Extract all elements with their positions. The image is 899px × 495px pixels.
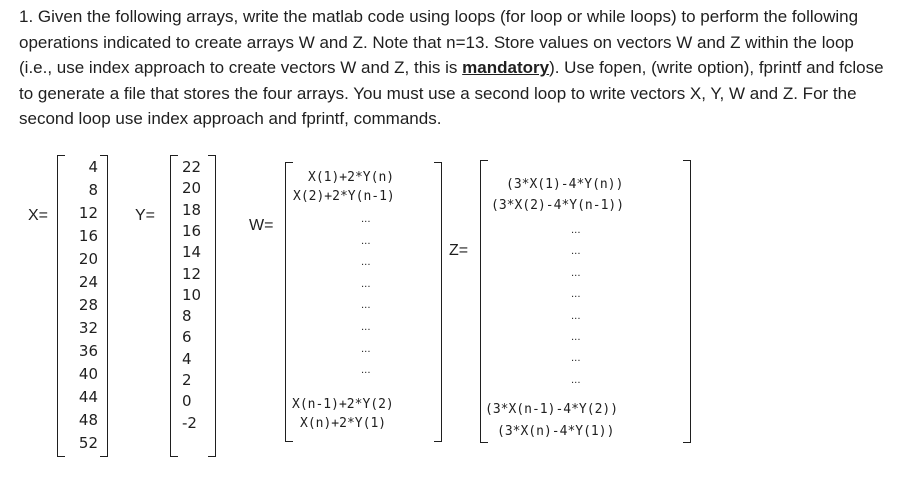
y-value: -2 (182, 413, 197, 432)
x-value: 12 (78, 204, 98, 222)
x-vector (62, 158, 98, 458)
x-right-bracket (100, 155, 108, 457)
ellipsis: ... (361, 235, 371, 247)
mandatory-emphasis: mandatory (462, 58, 550, 78)
x-label: X= (28, 207, 49, 224)
w-row-2: X(2)+2*Y(n-1) (293, 189, 395, 204)
w-right-bracket (434, 162, 442, 442)
y-value: 4 (182, 349, 192, 368)
y-value: 2 (182, 371, 192, 389)
y-vector (182, 158, 212, 458)
y-value: 22 (182, 158, 202, 176)
x-value: 32 (78, 319, 98, 337)
problem-text-before: 1. Given the following arrays, write the matlab code using loops (for loop or while loops) to perform the following operations indicated to create arrays W and Z. Note that n=13. Store values on vectors W and Z within the loop (i.e., use index approach to create vectors W and Z, this is (19, 7, 859, 78)
x-value: 40 (78, 365, 98, 383)
x-value: 20 (78, 250, 98, 268)
x-value: 48 (78, 411, 98, 429)
w-label: W= (249, 217, 274, 234)
y-value: 0 (182, 392, 192, 411)
y-value: 10 (182, 285, 202, 304)
z-row-n-minus-1: (3*X(n-1)-4*Y(2)) (485, 402, 619, 417)
ellipsis: ... (571, 289, 581, 301)
y-value: 8 (182, 307, 192, 326)
x-value: 16 (78, 227, 98, 245)
ellipsis: ... (571, 353, 581, 365)
x-value: 4 (88, 158, 98, 176)
y-value: 16 (182, 221, 202, 240)
ellipsis: ... (361, 322, 371, 333)
y-value: 12 (182, 264, 202, 283)
z-row-n: (3*X(n)-4*Y(1)) (497, 424, 615, 439)
x-value: 44 (78, 388, 98, 406)
w-row-n: X(n)+2*Y(1) (300, 416, 387, 431)
ellipsis: ... (361, 365, 371, 377)
z-label: Z= (449, 242, 469, 259)
ellipsis: ... (361, 214, 371, 225)
z-row-1: (3*X(1)-4*Y(n)) (506, 177, 624, 192)
y-left-bracket (170, 155, 178, 457)
z-right-bracket (683, 160, 691, 443)
w-row-1: X(1)+2*Y(n) (308, 170, 395, 185)
w-row-n-minus-1: X(n-1)+2*Y(2) (292, 397, 394, 412)
ellipsis: ... (571, 374, 581, 386)
ellipsis: ... (361, 278, 371, 290)
ellipsis: ... (571, 246, 581, 258)
x-value: 52 (78, 434, 98, 452)
y-label: Y= (135, 207, 156, 224)
x-value: 24 (78, 273, 98, 291)
z-row-2: (3*X(2)-4*Y(n-1)) (491, 198, 625, 213)
ellipsis: ... (361, 343, 371, 355)
x-value: 36 (78, 342, 98, 360)
z-left-bracket (480, 160, 488, 443)
ellipsis: ... (571, 267, 581, 279)
ellipsis: ... (571, 310, 581, 322)
y-value: 14 (182, 243, 202, 262)
ellipsis: ... (361, 300, 371, 312)
ellipsis: ... (361, 257, 371, 269)
y-value: 6 (182, 328, 192, 347)
problem-statement (19, 4, 889, 132)
x-value: 8 (88, 181, 98, 199)
ellipsis: ... (571, 332, 581, 343)
ellipsis: ... (571, 225, 581, 236)
y-value: 18 (182, 200, 202, 219)
y-value: 20 (182, 179, 202, 198)
problem-text-after: ). Use fopen, (write option), fprintf and fclose to generate a file that stores the four arrays. You must use a second loop to write vectors X, Y, W and Z. For the second loop use index approach and fprintf, commands. (19, 58, 884, 129)
x-value: 28 (78, 296, 98, 314)
